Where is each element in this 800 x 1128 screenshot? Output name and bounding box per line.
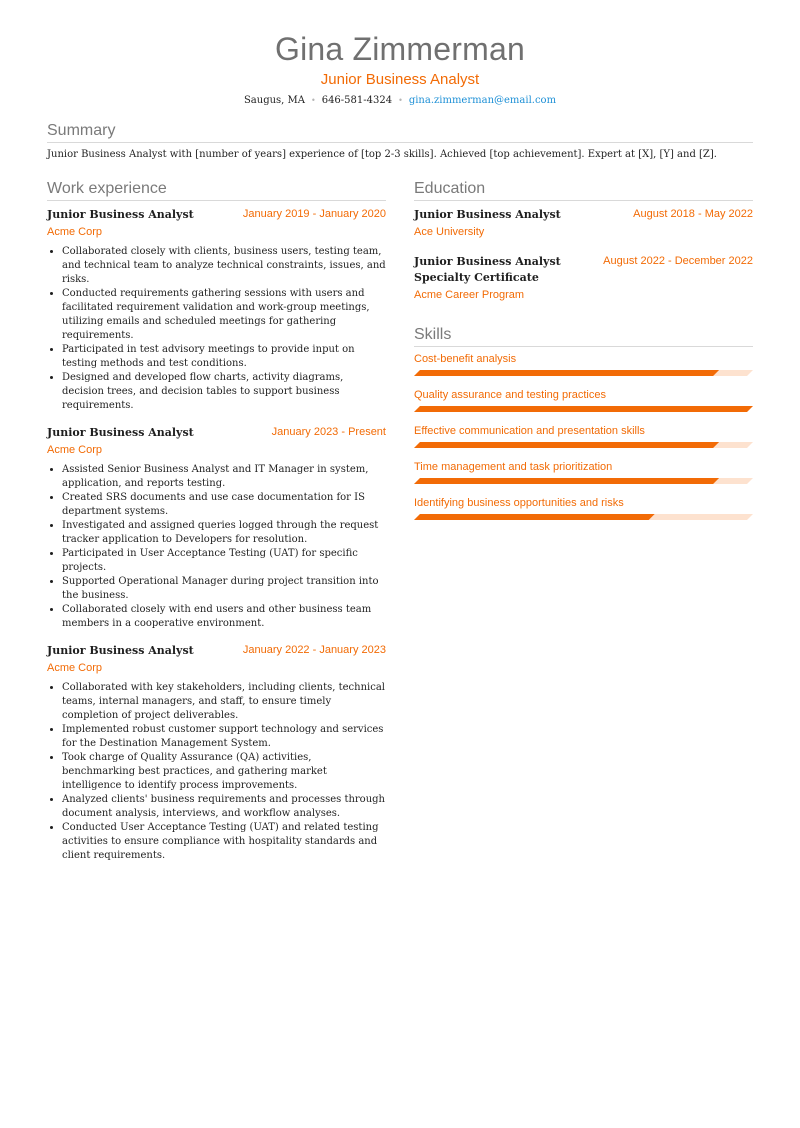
job-bullets [47, 681, 386, 863]
job-title: Junior Business Analyst [47, 426, 194, 439]
job-entry [47, 643, 386, 863]
skill-item [414, 496, 753, 520]
job-bullet: • Took charge of Quality Assurance (QA) activities, benchmarking best practices, and gathering market intelligence to identify process improvements. [62, 751, 386, 793]
job-bullet: • Participated in test advisory meetings to provide input on testing methods and test conditions. [62, 343, 386, 371]
skill-bar-fill [414, 478, 719, 484]
skill-level-bar [414, 478, 753, 484]
sidebar-column [414, 179, 753, 520]
job-title: Junior Business Analyst [47, 644, 194, 657]
contact-line [0, 94, 800, 108]
education-title: Junior Business Analyst Specialty Certificate [414, 255, 561, 284]
job-bullet: • Designed and developed flow charts, activity diagrams, decision trees, and decision tables to support business requirements. [62, 371, 386, 413]
location-text: Saugus, MA [243, 95, 305, 106]
skills-heading: Skills [414, 325, 753, 347]
job-header [47, 207, 386, 223]
skill-level-bar [414, 370, 753, 376]
skill-name: Quality assurance and testing practices [414, 389, 606, 401]
job-header [47, 643, 386, 659]
skill-name: Time management and task prioritization [414, 461, 613, 473]
candidate-headline: Junior Business Analyst [320, 71, 480, 88]
education-title: Junior Business Analyst [414, 208, 561, 221]
job-company: Acme Corp [47, 444, 103, 456]
summary-section [47, 121, 753, 162]
work-experience-heading: Work experience [47, 179, 386, 201]
education-header [414, 207, 753, 223]
phone-text: 646-581-4324 [321, 95, 393, 106]
job-bullet: • Conducted requirements gathering sessions with users and facilitated requirement validation and work-group meetings, utilizing emails and scheduled meetings for gathering requirements. [62, 287, 386, 343]
email-link[interactable]: gina.zimmerman@email.com [408, 95, 557, 106]
education-institution: Acme Career Program [414, 289, 525, 301]
skills-section [414, 325, 753, 520]
skill-item [414, 388, 753, 412]
job-bullet: • Conducted User Acceptance Testing (UAT) and related testing activities to ensure compliance with hospitality standards and client requirements. [62, 821, 386, 863]
education-institution: Ace University [414, 226, 485, 238]
job-bullet: • Collaborated with key stakeholders, including clients, technical teams, internal managers, and staff, to ensure timely completion of project deliverables. [62, 681, 386, 723]
separator-dot: • [398, 96, 403, 105]
education-header [414, 254, 753, 286]
job-bullet: • Supported Operational Manager during project transition into the business. [62, 575, 386, 603]
work-experience-column [47, 179, 386, 863]
job-dates: January 2019 - January 2020 [242, 208, 386, 220]
job-bullet: • Collaborated closely with end users and other business team members in a cooperative environment. [62, 603, 386, 631]
education-entry [414, 207, 753, 240]
job-company: Acme Corp [47, 226, 103, 238]
job-bullet: • Collaborated closely with clients, business users, testing team, and technical team to analyze technical constraints, issues, and risks. [62, 245, 386, 287]
job-bullets [47, 245, 386, 413]
skill-name: Effective communication and presentation skills [414, 425, 645, 437]
job-bullet: • Assisted Senior Business Analyst and IT Manager in system, application, and reports testing. [62, 463, 386, 491]
job-entry [47, 207, 386, 413]
job-company: Acme Corp [47, 662, 103, 674]
job-bullet: • Implemented robust customer support technology and services for the Destination Management System. [62, 723, 386, 751]
education-heading: Education [414, 179, 753, 201]
education-entry [414, 254, 753, 303]
summary-text: Junior Business Analyst with [number of years] experience of [top 2-3 skills]. Achieved [top achievement]. Expert at [X], [Y] and [Z]. [47, 149, 717, 160]
education-dates: August 2022 - December 2022 [603, 255, 753, 267]
skills-list [414, 352, 753, 520]
skill-bar-fill [414, 406, 753, 412]
skill-name: Identifying business opportunities and risks [414, 497, 624, 509]
education-list [414, 207, 753, 303]
candidate-name: Gina Zimmerman [275, 31, 525, 67]
job-title: Junior Business Analyst [47, 208, 194, 221]
skill-item [414, 352, 753, 376]
job-dates: January 2023 - Present [271, 426, 386, 438]
job-bullet: • Created SRS documents and use case documentation for IS department systems. [62, 491, 386, 519]
job-bullets [47, 463, 386, 631]
skill-name: Cost-benefit analysis [414, 353, 517, 365]
skill-level-bar [414, 442, 753, 448]
job-bullet: • Investigated and assigned queries logged through the request tracker application to Developers for resolution. [62, 519, 386, 547]
separator-dot: • [310, 96, 316, 105]
skill-level-bar [414, 406, 753, 412]
job-bullet: • Participated in User Acceptance Testing (UAT) for specific projects. [62, 547, 386, 575]
skill-bar-fill [414, 442, 719, 448]
job-bullet: • Analyzed clients' business requirements and processes through document analysis, interviews, and workflow analyses. [62, 793, 386, 821]
job-header [47, 425, 386, 441]
skill-bar-fill [414, 514, 655, 520]
education-dates: August 2018 - May 2022 [633, 208, 753, 220]
job-dates: January 2022 - January 2023 [242, 644, 386, 656]
resume-header [0, 30, 800, 108]
summary-heading: Summary [47, 121, 753, 143]
skill-item [414, 460, 753, 484]
skill-level-bar [414, 514, 753, 520]
skill-item [414, 424, 753, 448]
job-list [47, 207, 386, 863]
skill-bar-fill [414, 370, 719, 376]
job-entry [47, 425, 386, 631]
